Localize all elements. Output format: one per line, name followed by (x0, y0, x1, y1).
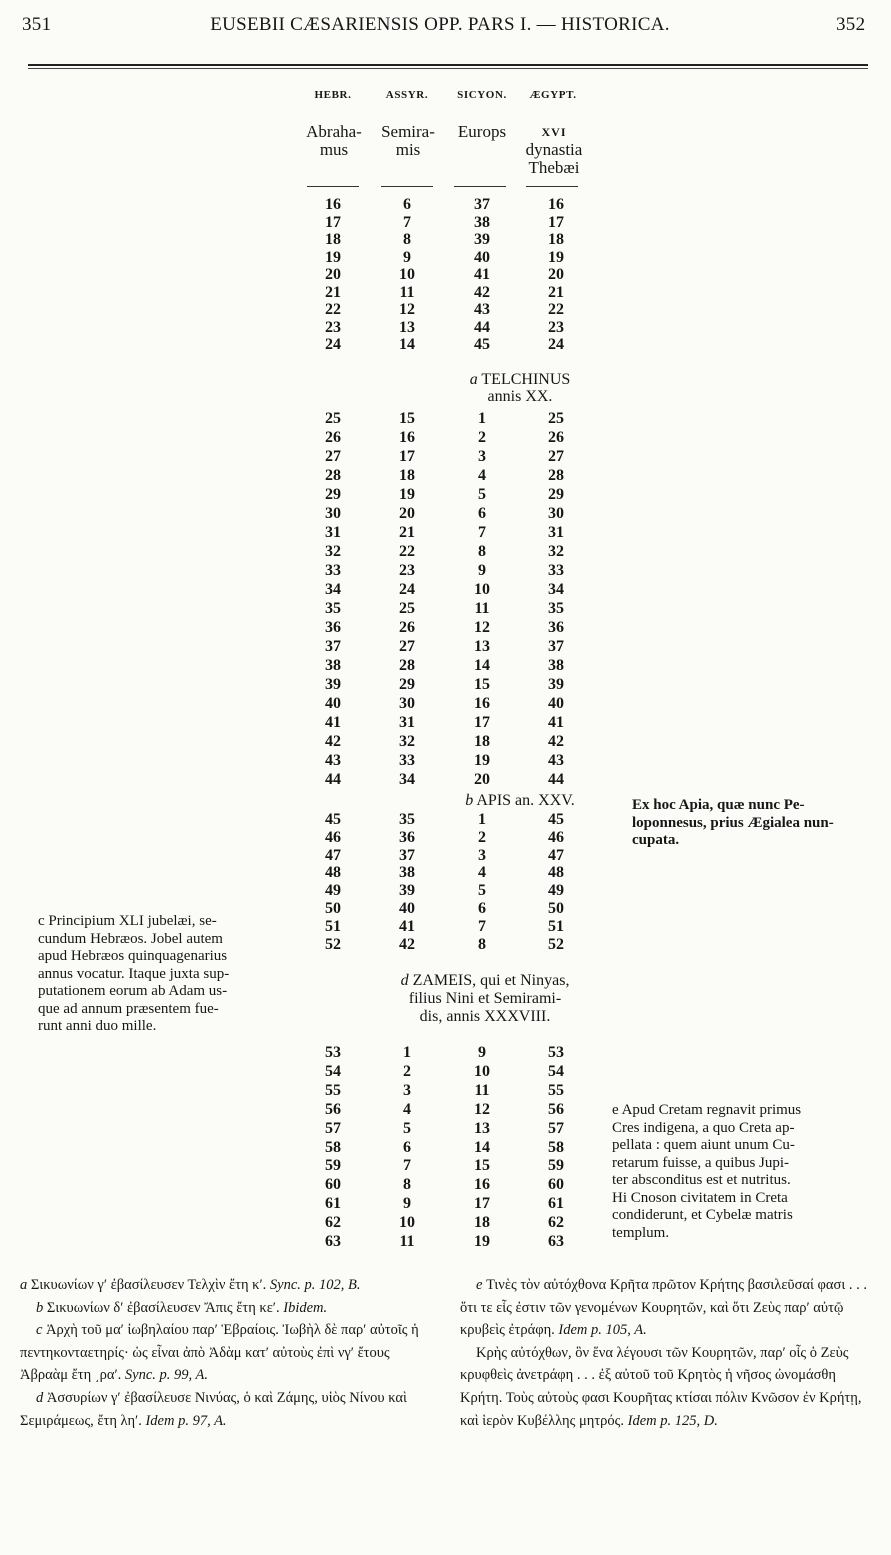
table-cell: 11 (474, 1081, 490, 1099)
table-cell: 32 (325, 543, 341, 560)
table-cell: 10 (474, 1062, 490, 1080)
table-cell: 7 (478, 524, 486, 541)
note-line: templum. (612, 1224, 670, 1241)
table-cell: 34 (548, 581, 564, 598)
table-cell: 46 (325, 828, 341, 846)
footnote-ref: Sync. p. 99, A. (124, 1367, 208, 1384)
table-cell: 19 (474, 1233, 490, 1250)
footnote-text: Ἀσσυρίων γʹ ἐβασίλευσε Νινύας, ὁ καὶ Ζάμης, υἱὸς Νίνου καὶ Σεμιράμεως, ἔτη ληʹ. (20, 1389, 407, 1429)
table-cell: 25 (325, 410, 341, 427)
table-cell: 41 (474, 266, 490, 283)
table-cell: 6 (403, 196, 411, 213)
king-aegypt-line3: Thebæi (528, 158, 580, 177)
table-cell: 55 (548, 1081, 564, 1099)
table-cell: 25 (399, 600, 415, 617)
table-cell: 19 (474, 752, 490, 769)
table-cell: 21 (399, 524, 415, 541)
table-cell: 5 (478, 882, 486, 900)
table-cell: 14 (474, 657, 490, 674)
table-cell: 42 (325, 733, 341, 750)
footnote-ref-cont: p. 102, B. (304, 1277, 361, 1293)
table-cell: 58 (325, 1138, 341, 1156)
king-hebr-line1: Abraha- (306, 122, 362, 141)
heading-dash-sicyon (454, 186, 506, 187)
king-name: APIS an. XXV. (476, 792, 575, 809)
table-cell: 56 (548, 1100, 564, 1118)
table-cell: 4 (403, 1100, 411, 1118)
column-header-hebr: HEBR. (314, 89, 352, 101)
footnote-text: Σικυωνίων γʹ ἐβασίλευσεν Τελχὶν ἔτη κʹ. (30, 1277, 267, 1293)
table-cell: 40 (399, 900, 415, 917)
footnote-d (20, 1387, 440, 1432)
table-cell: 43 (325, 752, 341, 769)
footnote-marker: a (20, 1277, 28, 1293)
table-cell: 16 (399, 429, 415, 446)
footnote-e (460, 1274, 875, 1342)
table-cell: 15 (474, 1157, 490, 1175)
king-assyr (368, 123, 448, 159)
table-cell: 9 (478, 1044, 486, 1061)
heading-dash-aegypt (526, 186, 578, 187)
table-cell: 38 (399, 864, 415, 882)
table-cell: 53 (325, 1044, 341, 1061)
table-cell: 18 (325, 231, 341, 248)
interlude-zameis-line3: dis, annis XXXVIII. (419, 1008, 551, 1025)
table-cell: 5 (478, 486, 486, 503)
king-sicyon-line1: Europs (457, 122, 507, 141)
footnote-ref: Ibidem. (283, 1299, 328, 1316)
table-cell: 20 (548, 266, 564, 283)
table-cell: 1 (403, 1044, 411, 1061)
table-cell: 12 (474, 619, 490, 636)
table-cell: 57 (548, 1119, 564, 1137)
interlude-zameis (360, 972, 610, 1026)
table-cell: 39 (325, 676, 341, 693)
margin-note-creta (612, 1102, 874, 1242)
table-cell: 36 (399, 828, 415, 846)
table-cell: 19 (399, 486, 415, 503)
table-cell: 43 (548, 752, 564, 769)
table-cell: 29 (399, 676, 415, 693)
table-cell: 20 (474, 771, 490, 788)
table-cell: 23 (548, 318, 564, 336)
footnote-b (20, 1297, 440, 1320)
interlude-telchinus (440, 371, 600, 405)
table-cell: 19 (548, 248, 564, 266)
table-cell: 17 (474, 1195, 490, 1213)
table-cell: 38 (474, 213, 490, 231)
interlude-zameis-line2: filius Nini et Semirami- (408, 990, 562, 1007)
table-cell: 1 (478, 811, 486, 828)
table-cell: 22 (325, 301, 341, 318)
table-cell: 35 (325, 600, 341, 617)
table-cell: 18 (474, 733, 490, 750)
table-cell: 17 (548, 213, 564, 231)
footnotes-left (20, 1274, 440, 1432)
footnote-ref: Sync. (269, 1277, 301, 1293)
table-cell: 7 (478, 917, 486, 935)
table-cell: 25 (548, 410, 564, 427)
table-cell: 14 (399, 336, 415, 353)
king-hebr-line2: mus (319, 140, 349, 159)
table-cell: 23 (325, 318, 341, 336)
note-line: retarum fuisse, a quibus Jupi- (612, 1154, 790, 1171)
heading-dash-assyr (381, 186, 433, 187)
table-cell: 31 (399, 714, 415, 731)
table-cell: 45 (325, 811, 341, 828)
table-cell: 2 (478, 828, 486, 846)
table-cell: 6 (478, 505, 486, 522)
footnote-marker: d (36, 1389, 44, 1406)
note-line: loponnesus, prius Ægialea nun- (632, 814, 834, 831)
note-line: Hi Cnoson civitatem in Creta (612, 1189, 788, 1206)
table-cell: 45 (474, 336, 490, 353)
table-cell: 24 (548, 336, 564, 353)
table-cell: 14 (474, 1138, 490, 1156)
table-cell: 4 (478, 467, 486, 484)
table-cell: 3 (478, 448, 486, 465)
footnote-ref: Idem p. 125, D. (627, 1412, 718, 1429)
table-cell: 41 (325, 714, 341, 731)
table-cell: 50 (548, 900, 564, 917)
table-cell: 17 (325, 213, 341, 231)
table-cell: 32 (548, 543, 564, 560)
table-cell: 7 (403, 213, 411, 231)
table-cell: 58 (548, 1138, 564, 1156)
table-cell: 62 (325, 1214, 341, 1232)
table-cell: 11 (399, 1233, 415, 1250)
table-cell: 30 (548, 505, 564, 522)
table-cell: 18 (548, 231, 564, 248)
footnote-a (20, 1274, 440, 1297)
table-cell: 31 (325, 524, 341, 541)
table-cell: 19 (325, 248, 341, 266)
table-cell: 15 (474, 676, 490, 693)
table-cell: 44 (474, 318, 490, 336)
table-cell: 24 (325, 336, 341, 353)
table-cell: 63 (548, 1233, 564, 1250)
table-cell: 39 (474, 231, 490, 248)
table-cell: 16 (474, 1176, 490, 1194)
table-cell: 34 (399, 771, 415, 788)
table-cell: 48 (325, 864, 341, 882)
table-cell: 60 (325, 1176, 341, 1194)
table-cell: 27 (325, 448, 341, 465)
interlude-telchinus-line1 (440, 371, 600, 388)
footnote-text: Ἀρχὴ τοῦ μαʹ ἰωβηλαίου παρʹ Ἑβραίοις. Ἰωβὴλ δὲ παρʹ αὐτοῖς ἡ πεντηκονταετηρίς· ὡς εἶναι ἀπὸ Ἀδὰμ κατʹ αὐτοὺς ἐπὶ νγʹ ἔτους Ἀβραὰμ ἔτη ͵ραʹ. (20, 1322, 419, 1384)
footnotes-right (460, 1274, 875, 1432)
table-cell: 51 (548, 917, 564, 935)
note-line: Cres indigena, a quo Creta ap- (612, 1119, 795, 1136)
running-title: EUSEBII CÆSARIENSIS OPP. PARS I. — HISTORICA. (210, 14, 670, 35)
table-cell: 56 (325, 1100, 341, 1118)
table-cell: 41 (399, 917, 415, 935)
note-line: condiderunt, et Cybelæ matris (612, 1207, 793, 1223)
table-cell: 10 (474, 581, 490, 598)
table-cell: 49 (548, 882, 564, 900)
table-cell: 40 (548, 695, 564, 712)
note-line: apud Hebræos quinquagenarius (38, 948, 228, 964)
table-cell: 55 (325, 1081, 341, 1099)
column-header-assyr: ASSYR. (385, 89, 429, 101)
table-cell: 42 (548, 733, 564, 750)
footnote-marker: b (465, 792, 474, 809)
table-cell: 52 (548, 935, 564, 953)
table-cell: 1 (478, 410, 486, 427)
table-cell: 13 (399, 318, 415, 336)
table-cell: 59 (548, 1157, 564, 1175)
table-cell: 8 (478, 543, 486, 560)
table-cell: 30 (399, 695, 415, 712)
king-aegypt-line2: dynastia (525, 140, 583, 159)
king-aegypt-line1: XVI (541, 125, 567, 139)
table-cell: 59 (325, 1157, 341, 1175)
table-cell: 32 (399, 733, 415, 750)
table-cell: 44 (548, 771, 564, 788)
table-cell: 28 (399, 657, 415, 674)
table-cell: 47 (325, 846, 341, 864)
table-cell: 37 (325, 638, 341, 655)
page-number-left: 351 (22, 14, 52, 35)
table-cell: 9 (403, 248, 411, 266)
table-cell: 40 (325, 695, 341, 712)
note-line: pellata : quem aiunt unum Cu- (612, 1137, 795, 1153)
footnote-text: Σικυωνίων δʹ ἐβασίλευσεν Ἄπις ἔτη κεʹ. (46, 1299, 280, 1316)
table-cell: 26 (548, 429, 564, 446)
table-cell: 47 (548, 846, 564, 864)
table-cell: 29 (325, 486, 341, 503)
table-cell: 8 (403, 1176, 411, 1194)
footnote-marker: b (36, 1299, 44, 1316)
table-cell: 41 (548, 714, 564, 731)
table-cell: 30 (325, 505, 341, 522)
table-cell: 37 (548, 638, 564, 655)
table-cell: 52 (325, 935, 341, 953)
column-header-sicyon: SICYON. (457, 89, 507, 101)
table-cell: 18 (474, 1214, 490, 1232)
interlude-telchinus-line2: annis XX. (487, 388, 553, 405)
interlude-apis (440, 792, 600, 809)
table-cell: 9 (478, 562, 486, 579)
table-cell: 11 (474, 600, 490, 617)
table-cell: 38 (548, 657, 564, 674)
table-cell: 53 (548, 1044, 564, 1061)
table-cell: 36 (548, 619, 564, 636)
table-cell: 33 (325, 562, 341, 579)
table-cell: 35 (399, 811, 415, 828)
table-cell: 2 (403, 1062, 411, 1080)
table-cell: 17 (474, 714, 490, 731)
table-cell: 5 (403, 1119, 411, 1137)
table-cell: 2 (478, 429, 486, 446)
table-cell: 10 (399, 1214, 415, 1232)
table-cell: 37 (399, 846, 415, 864)
table-cell: 7 (403, 1157, 411, 1175)
table-cell: 37 (474, 196, 490, 213)
table-cell: 49 (325, 882, 341, 900)
margin-note-jubelaei (38, 913, 288, 1036)
table-cell: 26 (399, 619, 415, 636)
table-cell: 51 (325, 917, 341, 935)
table-cell: 42 (399, 935, 415, 953)
table-cell: 36 (325, 619, 341, 636)
table-cell: 9 (403, 1195, 411, 1213)
note-line: e Apud Cretam regnavit primus (612, 1102, 802, 1118)
king-name: TELCHINUS (481, 371, 571, 388)
table-cell: 3 (403, 1081, 411, 1099)
table-cell: 8 (478, 935, 486, 953)
table-cell: 34 (325, 581, 341, 598)
table-cell: 39 (548, 676, 564, 693)
table-cell: 11 (399, 283, 415, 301)
table-cell: 21 (548, 283, 564, 301)
table-cell: 12 (474, 1100, 490, 1118)
table-cell: 43 (474, 301, 490, 318)
table-cell: 13 (474, 1119, 490, 1137)
header-rule (28, 64, 868, 66)
note-line: annus vocatur. Itaque juxta sup- (38, 965, 230, 982)
table-cell: 22 (399, 543, 415, 560)
page-number-right: 352 (836, 14, 866, 35)
footnote-marker: e (476, 1277, 483, 1293)
king-hebr (294, 123, 374, 159)
table-cell: 33 (548, 562, 564, 579)
king-sicyon (442, 123, 522, 141)
header-rule-thin (28, 68, 868, 69)
table-cell: 40 (474, 248, 490, 266)
table-cell: 27 (399, 638, 415, 655)
table-cell: 31 (548, 524, 564, 541)
table-cell: 27 (548, 448, 564, 465)
table-cell: 3 (478, 846, 486, 864)
table-cell: 45 (548, 811, 564, 828)
table-cell: 62 (548, 1214, 564, 1232)
heading-dash-hebr (307, 186, 359, 187)
table-cell: 18 (399, 467, 415, 484)
margin-note-apia (632, 797, 877, 850)
footnote-marker: c (36, 1322, 43, 1339)
note-line: cundum Hebræos. Jobel autem (38, 930, 223, 947)
king-aegypt (514, 123, 594, 177)
table-cell: 28 (548, 467, 564, 484)
footnote-text: Κρὴς αὐτόχθων, ὃν ἕνα λέγουσι τῶν Κουρητῶν, παρʹ οἷς ὁ Ζεὺς κρυφθεὶς ἀνετράφη . . . ἐξ αὐτοῦ τοῦ Κρητὸς ἡ νῆσος ὠνομάσθη Κρήτη. Τοὺς αὐτοὺς φασι Κουρῆτας κτίσαι πόλιν Κνῶσον ἐν Κρήτῃ, καὶ ἱερὸν Κυβέλλης μητρός. (460, 1344, 862, 1429)
table-cell: 16 (474, 695, 490, 712)
table-cell: 17 (399, 448, 415, 465)
footnote-c (20, 1319, 440, 1387)
table-cell: 13 (474, 638, 490, 655)
note-line: runt anni duo mille. (38, 1018, 157, 1034)
table-cell: 46 (548, 828, 564, 846)
table-cell: 28 (325, 467, 341, 484)
table-cell: 42 (474, 283, 490, 301)
table-cell: 16 (548, 196, 564, 213)
table-cell: 10 (399, 266, 415, 283)
table-cell: 16 (325, 196, 341, 213)
footnote-e-cont (460, 1342, 875, 1432)
table-cell: 48 (548, 864, 564, 882)
table-cell: 61 (325, 1195, 341, 1213)
table-cell: 54 (325, 1062, 341, 1080)
table-cell: 54 (548, 1062, 564, 1080)
footnote-text: Τινὲς τὸν αὐτόχθονα Κρῆτα πρῶτον Κρήτης βασιλεῦσαί φασι . . . ὅτι τε εἷς ἐστιν τῶν γενομένων Κουρητῶν, καὶ ὅτι Ζεὺς παρʹ αὐτῷ κρυβεὶς ἐτράφη. (460, 1277, 867, 1339)
table-cell: 60 (548, 1176, 564, 1194)
footnote-marker: d (400, 972, 409, 989)
table-cell: 22 (548, 301, 564, 318)
table-cell: 21 (325, 283, 341, 301)
table-cell: 24 (399, 581, 415, 598)
table-cell: 44 (325, 771, 341, 788)
table-cell: 38 (325, 657, 341, 674)
table-cell: 6 (403, 1138, 411, 1156)
table-cell: 4 (478, 864, 486, 882)
note-line: ter absconditus est et nutritus. (612, 1172, 791, 1188)
column-header-aegypt: ÆGYPT. (529, 89, 577, 101)
note-line: c Principium XLI jubelæi, se- (38, 913, 217, 929)
note-line: cupata. (632, 832, 680, 848)
table-cell: 26 (325, 429, 341, 446)
note-line: putationem eorum ab Adam us- (38, 983, 228, 999)
table-cell: 20 (399, 505, 415, 522)
table-cell: 20 (325, 266, 341, 283)
footnote-ref: Idem p. 97, A. (145, 1412, 227, 1429)
footnote-ref: Idem p. 105, A. (558, 1322, 647, 1339)
table-cell: 35 (548, 600, 564, 617)
table-cell: 63 (325, 1233, 341, 1250)
table-cell: 57 (325, 1119, 341, 1137)
table-cell: 50 (325, 900, 341, 917)
table-cell: 39 (399, 882, 415, 900)
interlude-zameis-line1 (360, 972, 610, 990)
note-line: que ad annum præsentem fue- (38, 1000, 219, 1017)
table-cell: 29 (548, 486, 564, 503)
king-name: ZAMEIS, qui et Ninyas, (412, 972, 570, 989)
king-assyr-line2: mis (395, 140, 421, 159)
table-cell: 15 (399, 410, 415, 427)
table-cell: 23 (399, 562, 415, 579)
table-cell: 61 (548, 1195, 564, 1213)
king-assyr-line1: Semira- (381, 122, 435, 141)
table-cell: 6 (478, 900, 486, 917)
table-cell: 33 (399, 752, 415, 769)
note-line: Ex hoc Apia, quæ nunc Pe- (632, 797, 805, 813)
table-cell: 8 (403, 231, 411, 248)
footnote-marker: a (469, 371, 478, 388)
table-cell: 12 (399, 301, 415, 318)
